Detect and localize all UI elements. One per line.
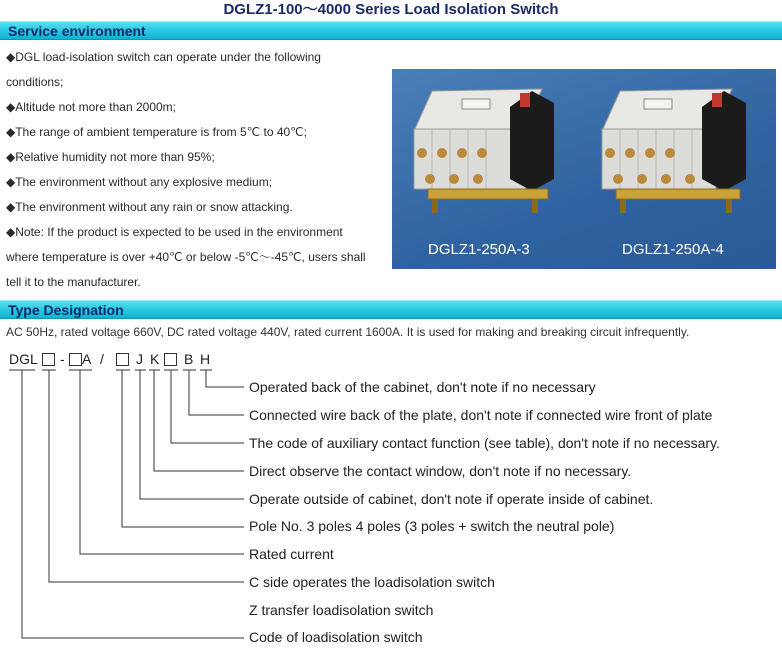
desc-operate-outside: Operate outside of cabinet, don't note if operate inside of cabinet.	[249, 491, 654, 507]
code-a: A	[82, 351, 92, 367]
code-b: B	[184, 351, 194, 367]
desc-z-transfer: Z transfer loadisolation switch	[249, 602, 434, 618]
condition-line: where temperature is over +40℃ or below -5℃～-45℃, users shall	[6, 250, 366, 264]
photo-caption-right: DGLZ1-250A-4	[622, 241, 724, 258]
condition-line: ◆DGL load-isolation switch can operate under the following	[6, 50, 321, 64]
desc-auxiliary-contact: The code of auxiliary contact function (see table), don't note if no necessary.	[249, 435, 720, 451]
product-photo	[392, 69, 776, 269]
condition-line: ◆The environment without any explosive medium;	[6, 175, 273, 189]
desc-c-side: C side operates the loadisolation switch	[249, 574, 495, 590]
condition-line: tell it to the manufacturer.	[6, 275, 141, 289]
condition-line: ◆The environment without any rain or snow attacking.	[6, 200, 293, 214]
condition-line: conditions;	[6, 75, 64, 89]
code-prefix: DGL	[9, 351, 38, 367]
code-dash: -	[60, 351, 65, 367]
desc-rated-current: Rated current	[249, 546, 334, 562]
desc-code: Code of loadisolation switch	[249, 629, 423, 645]
desc-operated-back: Operated back of the cabinet, don't note if no necessary	[249, 379, 596, 395]
page-title: DGLZ1-100～4000 Series Load Isolation Switch	[223, 1, 559, 18]
code-j: J	[136, 351, 143, 367]
conditions-list	[6, 45, 386, 295]
photo-caption-left: DGLZ1-250A-3	[428, 241, 530, 258]
condition-line: ◆The range of ambient temperature is from 5℃ to 40℃;	[6, 125, 307, 139]
code-k: K	[150, 351, 160, 367]
type-designation-header: Type Designation	[0, 300, 782, 319]
service-environment-header: Service environment	[0, 21, 782, 40]
desc-contact-window: Direct observe the contact window, don't note if no necessary.	[249, 463, 632, 479]
code-h: H	[200, 351, 211, 367]
desc-pole-number: Pole No. 3 poles 4 poles (3 poles + switch the neutral pole)	[249, 518, 615, 534]
condition-line: ◆Altitude not more than 2000m;	[6, 100, 176, 114]
switch-illustration	[392, 69, 776, 269]
switch-left-graphic	[414, 89, 554, 213]
type-intro-text: AC 50Hz, rated voltage 660V, DC rated voltage 440V, rated current 1600A. It is used for making and breaking circuit infrequently.	[6, 325, 690, 339]
condition-line: ◆Relative humidity not more than 95%;	[6, 150, 215, 164]
condition-line: ◆Note: If the product is expected to be used in the environment	[6, 225, 343, 239]
desc-connected-wire: Connected wire back of the plate, don't note if connected wire front of plate	[249, 407, 713, 423]
switch-right-graphic	[602, 89, 746, 213]
code-slash: /	[100, 351, 104, 367]
